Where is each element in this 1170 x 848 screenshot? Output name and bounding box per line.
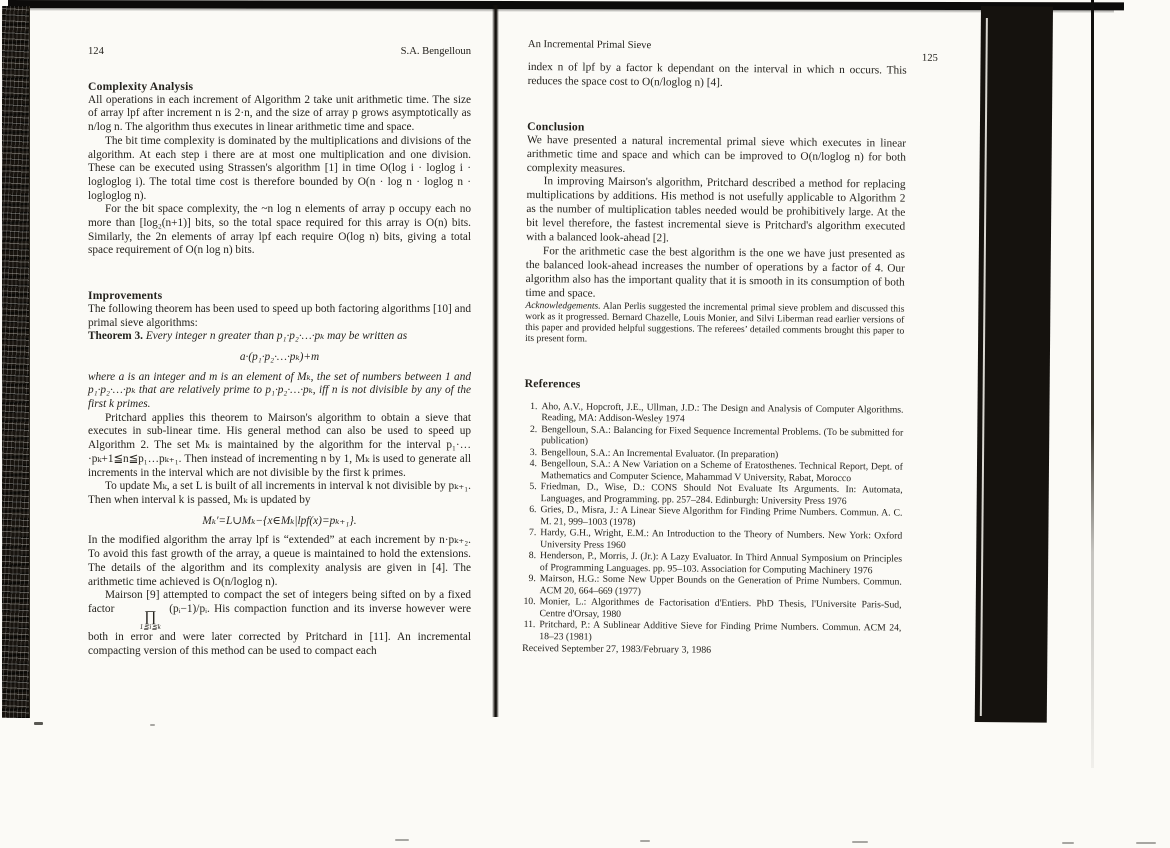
- paragraph-complexity-3: For the bit space complexity, the ~n log n elements of array p occupy each no more than [log₂(n+1)] bits, so the total space required for this array is O(n) bits. Similarly, the 2n elements of array lpf each require O(log n) bits, giving a total space requirement of O(n log n) bits.: [88, 203, 471, 257]
- heading-improvements: Improvements: [88, 289, 163, 303]
- theorem-statement: Every integer n greater than p₁·p₂·…·pₖ may be written as: [143, 330, 408, 343]
- paragraph-improvements-intro: The following theorem has been used to speed up both factoring algorithms [10] and primal sieve algorithms:: [88, 302, 471, 329]
- paragraph-complexity-2: The bit time complexity is dominated by the multiplications and divisions of the algorithm. At each step i there are at most one multiplication and one division. These can be executed using Strassen's algorithm [1] in time O(log i · loglog i · logloglog i). The total time cost is therefore bounded by O(n · log n · loglog n · logloglog n).: [88, 134, 471, 202]
- product-operator: [123, 608, 161, 631]
- paragraph-conclusion-3: For the arithmetic case the best algorithm is the one we have just presented as the balanced look-ahead increases the number of operations by a factor of 4. Our algorithm also has the important quality that it is smooth in its consumption of both time and space.: [525, 245, 906, 300]
- acknowledgements-text: Alan Perlis suggested the incremental primal sieve problem and discussed this work as it progressed. Bernard Chazelle, Louis Monier, and Silvi Liberman read earlier versions of this paper and provided helpful suggestions. The referees’ detailed comments brought this paper to its present form.: [525, 301, 905, 346]
- acknowledgements: [525, 301, 904, 350]
- paragraph-index-continuation: index n of lpf by a factor k dependant on the interval in which n occurs. This reduces the space cost to O(n/loglog n) [4].: [527, 60, 907, 89]
- page-spine-divider: [492, 5, 499, 717]
- reference-item: 4. Bengelloun, S.A.: A New Variation on a Scheme of Eratosthenes. Technical Report, Dept. of Mathematics and Computer Science, Mahammad V University, Rabat, Morocco: [529, 458, 903, 484]
- scan-speck: [640, 840, 650, 842]
- paragraph-modified-algorithm: In the modified algorithm the array lpf is “extended” at each increment by n·pₖ₊₂. To avoid this fast growth of the array, a queue is maintained to hold the extensions. The details of the algorithm and its complexity analysis are given in [4]. The arithmetic time achieved is O(n/loglog n).: [88, 534, 471, 588]
- running-author: S.A. Bengelloun: [400, 46, 471, 57]
- reference-item: 5. Friedman, D., Wise, D.: CONS Should Not Evaluate Its Arguments. In: Automata, Languages, and Programming. pp. 257–284. Edinburgh: University Press 1976: [529, 481, 903, 507]
- page-number-right: 125: [921, 52, 938, 64]
- paragraph-conclusion-2: In improving Mairson's algorithm, Pritchard described a method for replacing multiplications by additions. His method is not usefully applicable to Algorithm 2 as the number of multiplication tables needed would be prohibitively large. At the bit level therefore, the fastest incremental sieve is Pritchard's algorithm executed with a balanced look-ahead [2].: [526, 175, 906, 245]
- received-dates: Received September 27, 1983/February 3, 1986: [522, 643, 712, 656]
- compaction-text-after: (pᵢ−1)/pᵢ. His compaction function and its inverse however were both in error and were later corrected by Pritchard in [11]. An incremental compacting version of this method can be used to compact each: [88, 602, 472, 657]
- reference-item: 6. Gries, D., Misra, J.: A Linear Sieve Algorithm for Finding Prime Numbers. Commun. A. C. M. 21, 999–1003 (1978): [529, 504, 903, 528]
- theorem-continuation: where a is an integer and m is an element of Mₖ, the set of numbers between 1 and p₁·p₂·…·pₖ that are relatively prime to p₁·p₂·…·pₖ, iff n is not divisible by any of the first k primes.: [88, 370, 471, 411]
- page-number-left: 124: [88, 46, 104, 57]
- reference-item: 3. Bengelloun, S.A.: An Incremental Evaluator. (In preparation): [529, 446, 779, 461]
- reference-item: 1. Aho, A.V., Hopcroft, J.E., Ullman, J.D.: The Design and Analysis of Computer Algorithms. Reading, MA: Addison-Wesley 1974: [530, 400, 904, 425]
- formula-mk-update: Mₖ′=L∪Mₖ−{x∈Mₖ|lpf(x)=pₖ₊₁}.: [202, 514, 357, 527]
- reference-item: 7. Hardy, G.H., Wright, E.M.: An Introduction to the Theory of Numbers. New York: Oxford University Press 1960: [528, 527, 903, 551]
- theorem-label: Theorem 3.: [88, 330, 144, 343]
- scan-speck: [150, 724, 155, 726]
- scan-left-binding-edge: [2, 6, 30, 718]
- formula-decomposition: a·(p₁·p₂·…·pₖ)+m: [239, 350, 320, 363]
- paragraph-conclusion-1: We have presented a natural incremental primal sieve which executes in linear arithmetic time and space and which can be improved to O(n/loglog n) for both complexity measures.: [526, 133, 907, 175]
- running-header-left: [88, 46, 471, 58]
- reference-item: 8. Henderson, P., Morris, J. (Jr.): A Lazy Evaluator. In Third Annual Symposium on Principles of Programming Languages. pp. 95–103. Association for Computing Machinery 1976: [528, 550, 903, 577]
- scan-speck: [1062, 842, 1074, 844]
- running-title: An Incremental Primal Sieve: [527, 39, 652, 52]
- reference-list: [522, 401, 903, 646]
- reference-item: 11. Pritchard, P.: A Sublinear Additive Sieve for Finding Prime Numbers. Commun. ACM 24, 18–23 (1981): [523, 619, 902, 643]
- product-symbol: ∏: [144, 608, 157, 625]
- reference-item: 2. Bengelloun, S.A.: Balancing for Fixed Sequence Incremental Problems. (To be submitted for publication): [529, 423, 904, 447]
- scan-top-edge-band: [8, 0, 1124, 10]
- heading-conclusion: Conclusion: [527, 119, 585, 134]
- paragraph-mairson-compaction: [88, 589, 471, 658]
- paragraph-pritchard: Pritchard applies this theorem to Mairson's algorithm to obtain a sieve that executes in sub-linear time. His general method can also be used to speed up Algorithm 2. The set Mₖ is maintained by the algorithm for the interval p₁·…·pₖ+1≦n≦p₁…pₖ₊₁. Then instead of incrementing n by 1, Mₖ is used to generate all increments in the interval which are not divisible by the first k primes.: [88, 411, 471, 479]
- scan-speck: [395, 839, 409, 841]
- scan-speck: [34, 722, 43, 725]
- scan-speck: [1136, 842, 1156, 844]
- product-subscript: 1≦i≦k: [139, 623, 161, 631]
- scan-right-edge-band: [975, 6, 1053, 723]
- paragraph-update-mk: To update Mₖ, a set L is built of all increments in interval k not divisible by pₖ₊₁. Then when interval k is passed, Mₖ is updated by: [88, 480, 471, 506]
- theorem-3: [88, 330, 471, 344]
- paragraph-complexity-1: All operations in each increment of Algorithm 2 take unit arithmetic time. The size of array lpf after increment n is 2·n, and the size of array p grows asymptotically as n/log n. The algorithm thus executes in linear arithmetic time and space.: [88, 93, 471, 134]
- page-124: [88, 46, 471, 658]
- page-125: [522, 39, 938, 660]
- scan-right-page-edge-line: [1091, 0, 1094, 768]
- heading-complexity-analysis: Complexity Analysis: [88, 80, 194, 93]
- reference-item: 9. Mairson, H.G.: Some New Upper Bounds on the Generation of Prime Numbers. Commun. ACM 20, 664–669 (1977): [528, 573, 902, 597]
- reference-item: 10. Monier, L.: Algorithmes de Factorisation d'Entiers. PhD Thesis, l'Universite Paris-Sud, Centre d'Orsay, 1980: [523, 596, 902, 620]
- scan-speck: [852, 841, 868, 843]
- heading-references: References: [524, 376, 581, 391]
- compaction-text-before: Mairson [9] attempted to compact the set of integers being sifted on by a fixed factor: [88, 589, 471, 615]
- acknowledgements-label: Acknowledgements.: [525, 300, 601, 312]
